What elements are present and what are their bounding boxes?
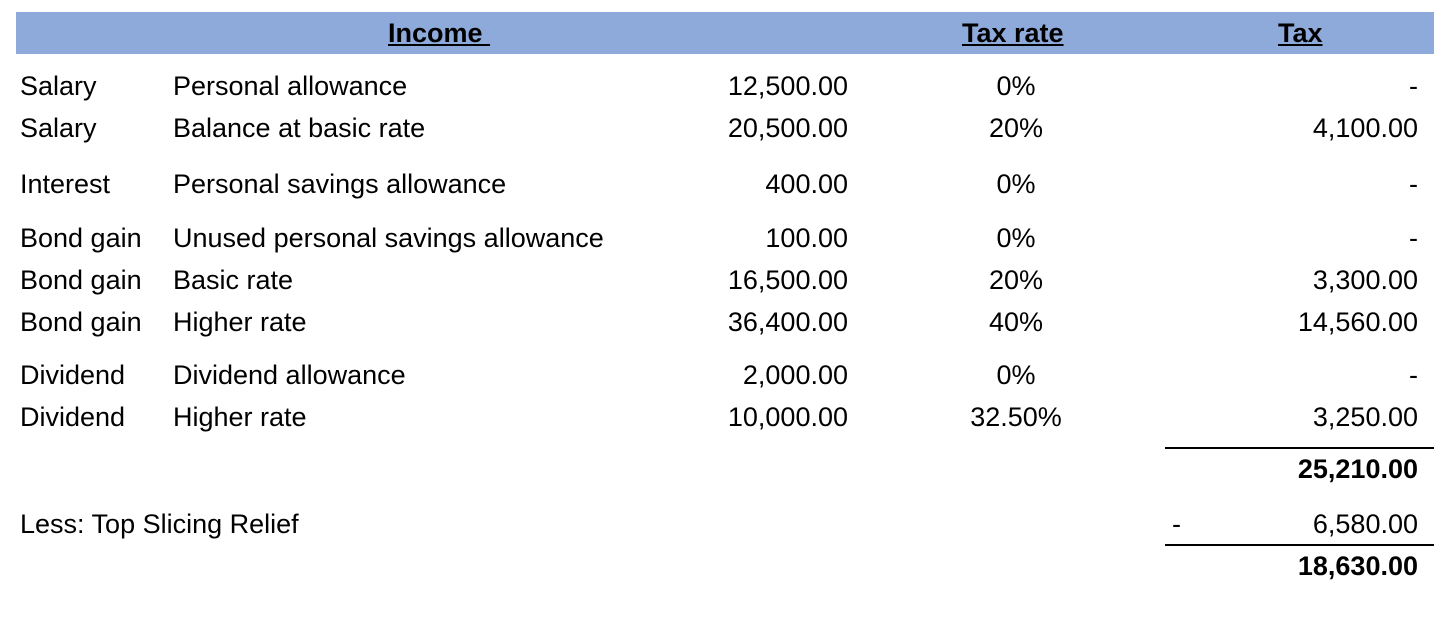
tax-rate-value: 20% [988, 265, 1044, 295]
income-type: Bond gain [20, 265, 142, 295]
income-type: Dividend [20, 402, 126, 432]
income-amount: 10,000.00 [727, 402, 848, 432]
income-amount: 36,400.00 [727, 307, 848, 337]
tax-column-header: Tax [1278, 18, 1323, 48]
income-description: Personal savings allowance [173, 169, 507, 199]
tax-value: 3,250.00 [1312, 402, 1418, 432]
income-type: Interest [20, 169, 111, 199]
subtotal-rule [1165, 447, 1434, 449]
income-type: Salary [20, 113, 97, 143]
income-description: Unused personal savings allowance [173, 223, 604, 253]
income-amount: 20,500.00 [727, 113, 848, 143]
relief-amount: 6,580.00 [1312, 509, 1418, 539]
income-amount: 100.00 [765, 223, 848, 253]
tax-value: - [1409, 223, 1418, 253]
income-description: Dividend allowance [173, 360, 406, 390]
header-band [16, 12, 1434, 54]
relief-label: Less: Top Slicing Relief [20, 509, 299, 539]
tax-value: 4,100.00 [1312, 113, 1418, 143]
income-amount: 12,500.00 [727, 71, 848, 101]
total-tax: 18,630.00 [1297, 551, 1418, 581]
tax-rate-value: 0% [996, 169, 1036, 199]
income-column-header: Income [388, 18, 491, 48]
tax-rate-column-header: Tax rate [962, 18, 1064, 48]
tax-rate-value: 0% [996, 360, 1036, 390]
income-type: Bond gain [20, 223, 142, 253]
income-type: Bond gain [20, 307, 142, 337]
subtotal-tax: 25,210.00 [1297, 454, 1418, 484]
tax-rate-value: 20% [988, 113, 1044, 143]
tax-rate-value: 32.50% [970, 402, 1062, 432]
relief-minus-sign: - [1172, 509, 1181, 539]
tax-rate-value: 0% [996, 71, 1036, 101]
income-type: Dividend [20, 360, 126, 390]
income-description: Personal allowance [173, 71, 408, 101]
tax-value: 14,560.00 [1297, 307, 1418, 337]
tax-value: - [1409, 169, 1418, 199]
tax-rate-value: 0% [996, 223, 1036, 253]
income-description: Basic rate [173, 265, 294, 295]
income-description: Higher rate [173, 402, 307, 432]
tax-rate-value: 40% [988, 307, 1044, 337]
total-rule [1165, 544, 1434, 546]
tax-value: 3,300.00 [1312, 265, 1418, 295]
income-amount: 16,500.00 [727, 265, 848, 295]
tax-value: - [1409, 360, 1418, 390]
income-description: Balance at basic rate [173, 113, 426, 143]
tax-value: - [1409, 71, 1418, 101]
income-amount: 400.00 [765, 169, 848, 199]
income-description: Higher rate [173, 307, 307, 337]
income-type: Salary [20, 71, 97, 101]
income-amount: 2,000.00 [742, 360, 848, 390]
